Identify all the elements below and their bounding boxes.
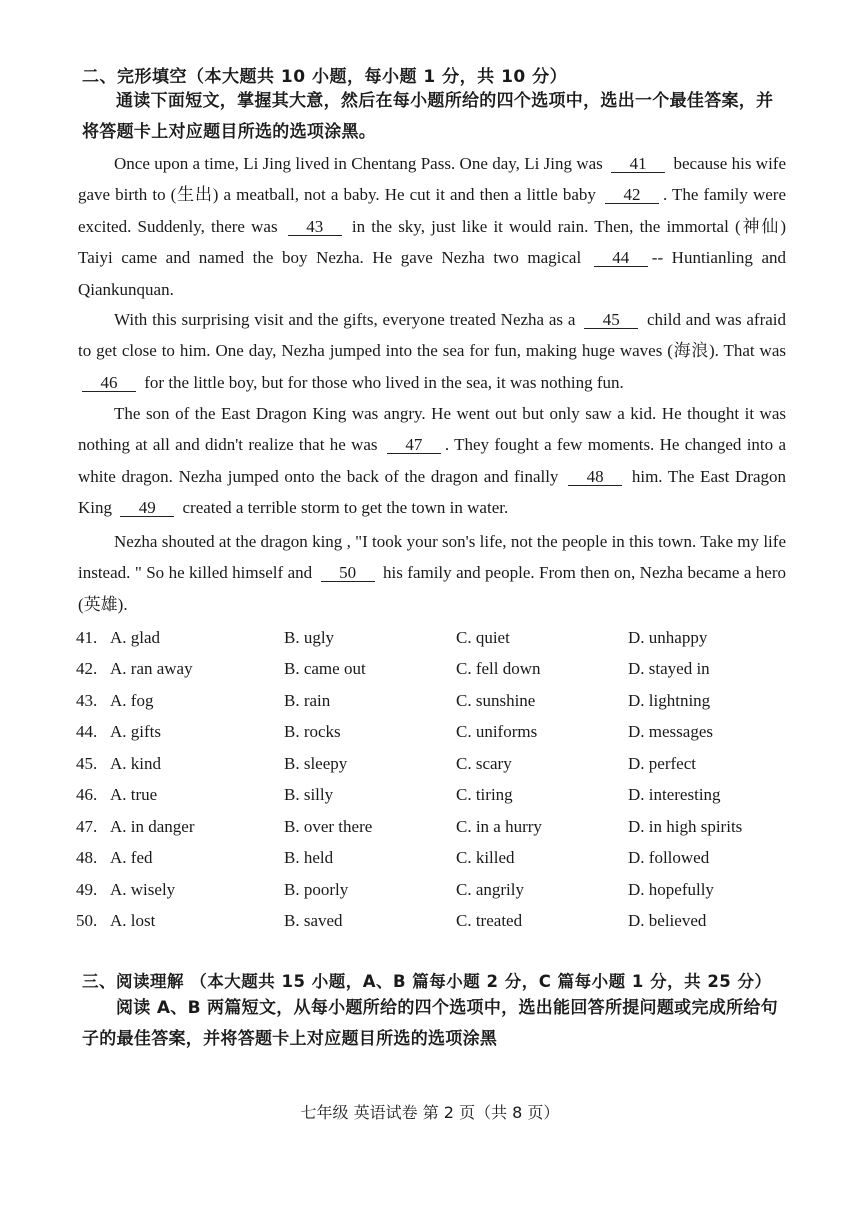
choice-a: A. in danger [110,816,195,836]
choice-c: C. killed [456,848,515,868]
section-2-title: 二、完形填空（本大题共 10 小题，每小题 1 分，共 10 分） [82,67,568,87]
options-table [76,622,796,937]
choice-a: A. lost [110,911,156,931]
choice-c: C. uniforms [456,722,538,742]
blank-47: 47 [387,436,441,454]
choice-c: C. scary [456,753,512,773]
option-row [76,654,796,686]
option-row [76,874,796,906]
choice-b: B. rain [284,690,331,710]
option-row [76,717,796,749]
option-row [76,811,796,843]
choice-c: C. sunshine [456,690,536,710]
choice-c: C. treated [456,911,523,931]
blank-45: 45 [584,311,638,329]
question-number: 47. [76,816,98,836]
choice-c: C. fell down [456,659,541,679]
blank-46: 46 [82,374,136,392]
section-3-instruction: 阅读 A、B 两篇短文，从每小题所给的四个选项中，选出能回答所提问题或完成所给句子的最佳答案，并将答题卡上对应题目所选的选项涂黑 [82,998,778,1049]
blank-50: 50 [321,564,375,582]
section-2-instruction: 通读下面短文，掌握其大意，然后在每小题所给的四个选项中，选出一个最佳答案，并将答题卡上对应题目所选的选项涂黑。 [82,91,774,142]
question-number: 44. [76,722,98,742]
choice-b: B. sleepy [284,753,348,773]
passage-paragraph-4: Nezha shouted at the dragon king , "I took your son's life, not the people in this town. Take my life instead. " So he killed himself and 50 his family and people. From then on, Nezha became a hero (英雄). [78,532,787,614]
section-3-title: 三、阅读理解 （本大题共 15 小题，A、B 篇每小题 2 分，C 篇每小题 1 分，共 25 分） [82,972,772,991]
choice-b: B. ugly [284,627,335,647]
blank-49: 49 [120,499,174,517]
choice-a: A. gifts [110,722,161,742]
choice-d: D. perfect [628,753,696,773]
question-number: 46. [76,785,98,805]
option-row [76,843,796,875]
choice-d: D. stayed in [628,659,710,679]
question-number: 43. [76,690,98,710]
passage-paragraph-1: Once upon a time, Li Jing lived in Chentang Pass. One day, Li Jing was 41 because his wife gave birth to (生出) a meatball, not a baby. He cut it and then a little baby 42 . The family were excited. Suddenly, there was 43 in the sky, just like it would rain. Then, the immortal (神仙) Taiyi came and named the boy Nezha. He gave Nezha two magical 44 -- Huntianling and Qiankunquan. [78,154,787,299]
choice-a: A. ran away [110,659,193,679]
page-footer: 七年级 英语试卷 第 2 页（共 8 页） [300,1103,560,1122]
choice-b: B. silly [284,785,334,805]
choice-b: B. rocks [284,722,341,742]
choice-d: D. hopefully [628,879,714,899]
choice-a: A. wisely [110,879,176,899]
question-number: 45. [76,753,98,773]
option-row [76,622,796,654]
choice-b: B. held [284,848,334,868]
option-row [76,685,796,717]
option-row [76,906,796,938]
choice-b: B. saved [284,911,343,931]
choice-a: A. glad [110,627,161,647]
question-number: 49. [76,879,98,899]
choice-a: A. true [110,785,158,805]
question-number: 50. [76,911,98,931]
choice-b: B. over there [284,816,373,836]
blank-41: 41 [611,155,665,173]
question-number: 48. [76,848,98,868]
choice-c: C. in a hurry [456,816,542,836]
blank-42: 42 [605,186,659,204]
choice-c: C. quiet [456,627,510,647]
question-number: 41. [76,627,98,647]
blank-44: 44 [594,249,648,267]
choice-d: D. unhappy [628,627,708,647]
blank-48: 48 [568,468,622,486]
choice-c: C. tiring [456,785,513,805]
passage-paragraph-2: With this surprising visit and the gifts, everyone treated Nezha as a 45 child and was afraid to get close to him. One day, Nezha jumped into the sea for fun, making huge waves (海浪). That was 46 for the little boy, but for those who lived in the sea, it was nothing fun. [78,310,787,392]
choice-a: A. kind [110,753,161,773]
choice-d: D. messages [628,722,713,742]
passage-paragraph-3: The son of the East Dragon King was angry. He went out but only saw a kid. He thought it was nothing at all and didn't realize that he was 47 . They fought a few moments. He changed into a white dragon. Nezha jumped onto the back of the dragon and finally 48 him. The East Dragon King 49 created a terrible storm to get the town in water. [78,404,787,518]
option-row [76,780,796,812]
choice-b: B. came out [284,659,366,679]
question-number: 42. [76,659,98,679]
choice-b: B. poorly [284,879,349,899]
option-row [76,748,796,780]
choice-d: D. believed [628,911,707,931]
choice-d: D. followed [628,848,710,868]
blank-43: 43 [288,218,342,236]
choice-c: C. angrily [456,879,524,899]
choice-d: D. interesting [628,785,721,805]
choice-d: D. in high spirits [628,816,743,836]
choice-a: A. fed [110,848,153,868]
choice-d: D. lightning [628,690,711,710]
choice-a: A. fog [110,690,154,710]
